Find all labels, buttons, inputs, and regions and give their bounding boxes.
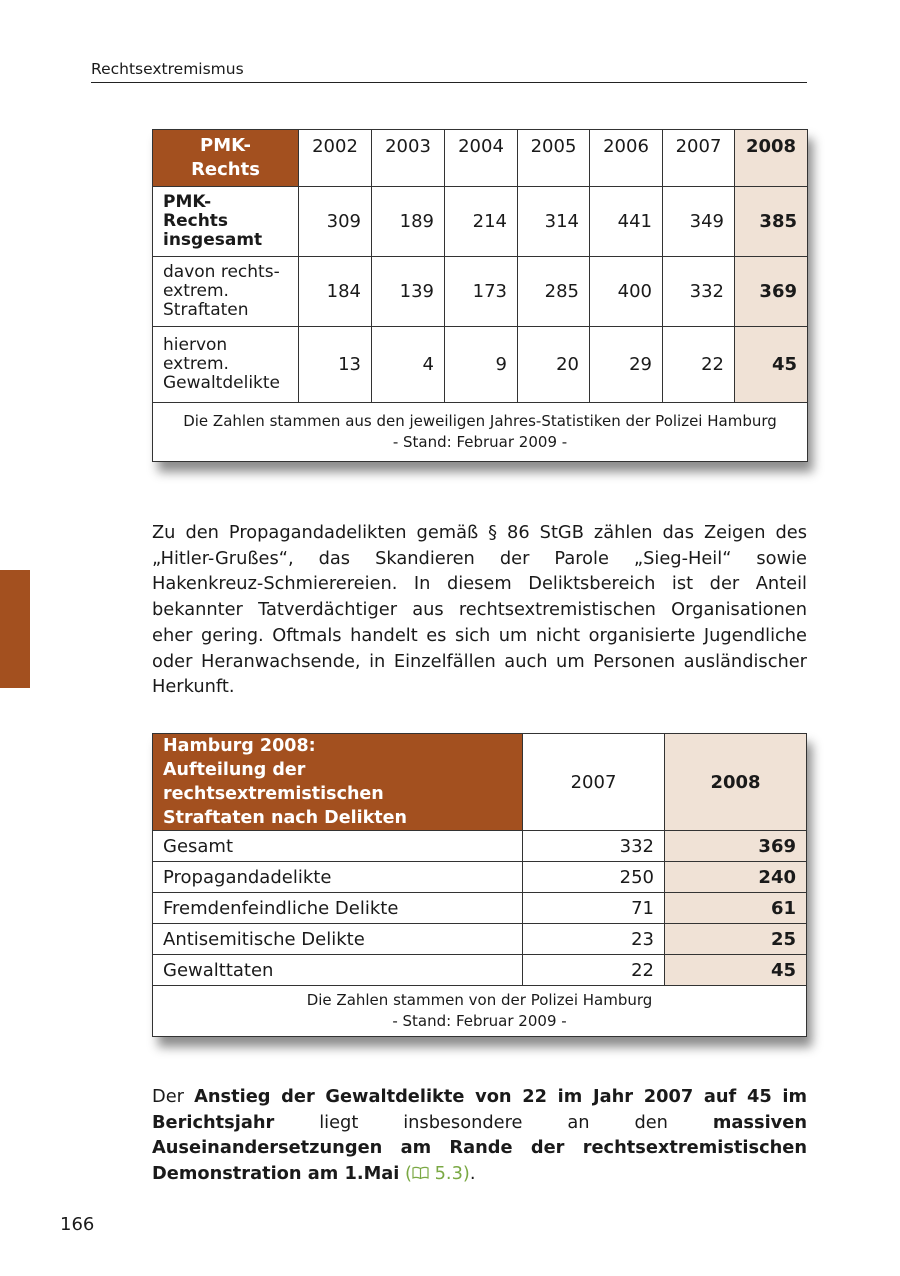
label-line: extrem. xyxy=(163,354,229,374)
row-label: Fremdenfeindliche Delikte xyxy=(153,893,523,924)
delikte-breakdown-table xyxy=(152,733,806,1037)
table-header-row xyxy=(153,130,808,187)
chapter-marker-tab xyxy=(0,570,30,688)
year-header: 2004 xyxy=(445,130,518,187)
bold-text-run: massiven Auseinandersetzungen am Rande der rechtsextremistischen Demonstration am 1.Mai xyxy=(152,1111,807,1185)
table-cell: 29 xyxy=(590,327,663,403)
row-label xyxy=(153,187,299,257)
row-label: Antisemitische Delikte xyxy=(153,924,523,955)
header-line: PMK- xyxy=(200,135,251,156)
pmk-rechts-table xyxy=(152,129,807,462)
table-cell: 441 xyxy=(590,187,663,257)
table-row xyxy=(153,955,807,986)
table-cell: 349 xyxy=(663,187,735,257)
source-note-row xyxy=(153,403,808,462)
table-cell: 184 xyxy=(299,257,372,327)
table-cell: 22 xyxy=(663,327,735,403)
column-header-2007: 2007 xyxy=(523,734,665,831)
table-cell: 13 xyxy=(299,327,372,403)
row-label: Gewalttaten xyxy=(153,955,523,986)
table-header-row xyxy=(153,734,807,831)
table-cell: 250 xyxy=(523,862,665,893)
body-paragraph-conclusion xyxy=(152,1084,807,1187)
table-cell-highlighted: 45 xyxy=(735,327,808,403)
table-cell-highlighted: 25 xyxy=(665,924,807,955)
table-cell-highlighted: 369 xyxy=(735,257,808,327)
label-line: Straftaten xyxy=(163,300,249,320)
table-cell: 309 xyxy=(299,187,372,257)
row-label xyxy=(153,327,299,403)
table-cell: 332 xyxy=(663,257,735,327)
table-row xyxy=(153,924,807,955)
page-number: 166 xyxy=(60,1214,95,1235)
table-cell: 20 xyxy=(518,327,590,403)
table-cell: 173 xyxy=(445,257,518,327)
book-icon xyxy=(412,1166,429,1180)
year-header: 2007 xyxy=(663,130,735,187)
label-line: davon rechts- xyxy=(163,262,280,282)
running-title: Rechtsextremismus xyxy=(91,60,807,83)
table-cell-highlighted: 45 xyxy=(665,955,807,986)
label-line: PMK- xyxy=(163,192,212,212)
table-cell-highlighted: 385 xyxy=(735,187,808,257)
reference-paren: ( xyxy=(399,1163,412,1185)
table-cell: 9 xyxy=(445,327,518,403)
source-note xyxy=(153,403,808,462)
label-line: Gewaltdelikte xyxy=(163,373,281,393)
text-run: . xyxy=(469,1163,476,1185)
text-run: liegt insbesondere an den xyxy=(274,1111,713,1133)
column-header-2008: 2008 xyxy=(665,734,807,831)
table-cell-highlighted: 369 xyxy=(665,831,807,862)
year-header: 2006 xyxy=(590,130,663,187)
year-header: 2005 xyxy=(518,130,590,187)
reference-number: 5.3) xyxy=(428,1163,470,1185)
table-cell: 139 xyxy=(372,257,445,327)
table-cell: 71 xyxy=(523,893,665,924)
table-cell: 4 xyxy=(372,327,445,403)
body-paragraph: Zu den Propagandadelikten gemäß § 86 StGB zählen das Zeigen des „Hitler-Grußes“, das Skandieren der Parole „Sieg-Heil“ sowie Hakenkreuz-Schmierereien. In diesem Deliktsbereich ist der Anteil bekannter Tatverdächtiger aus rechtsextremistischen Organisationen eher gering. Oftmals handelt es sich um nicht organisierte Jugendliche oder Heranwachsende, in Einzelfällen auch um Personen ausländischer Herkunft. xyxy=(152,522,807,698)
table-cell: 285 xyxy=(518,257,590,327)
row-label xyxy=(153,257,299,327)
year-header: 2002 xyxy=(299,130,372,187)
year-header-highlighted: 2008 xyxy=(735,130,808,187)
label-line: Rechts xyxy=(163,211,229,231)
table-cell: 189 xyxy=(372,187,445,257)
row-label: Gesamt xyxy=(153,831,523,862)
header-line: Rechts xyxy=(191,159,260,180)
header-line: Hamburg 2008: xyxy=(163,736,316,756)
table-cell-highlighted: 61 xyxy=(665,893,807,924)
note-line: - Stand: Februar 2009 - xyxy=(392,433,568,451)
label-line: hiervon xyxy=(163,335,228,355)
table-cell-highlighted: 240 xyxy=(665,862,807,893)
table-row xyxy=(153,831,807,862)
table-title xyxy=(153,734,523,831)
table-cell: 400 xyxy=(590,257,663,327)
source-note xyxy=(153,986,807,1037)
table-row xyxy=(153,257,808,327)
header-line: Aufteilung der rechtsextremistischen xyxy=(163,760,384,804)
table-cell: 214 xyxy=(445,187,518,257)
label-line: extrem. xyxy=(163,281,229,301)
cross-reference-link[interactable] xyxy=(399,1163,469,1184)
table-row xyxy=(153,187,808,257)
label-line: insgesamt xyxy=(163,230,263,250)
table-row xyxy=(153,862,807,893)
table-cell: 22 xyxy=(523,955,665,986)
source-note-row xyxy=(153,986,807,1037)
table-cell: 23 xyxy=(523,924,665,955)
header-line: Straftaten nach Delikten xyxy=(163,808,407,828)
row-header-title xyxy=(153,130,299,187)
table-row xyxy=(153,893,807,924)
note-line: - Stand: Februar 2009 - xyxy=(392,1012,567,1030)
text-run: Der xyxy=(152,1086,195,1107)
year-header: 2003 xyxy=(372,130,445,187)
bold-text-run: Anstieg der Gewaltdelikte von 22 im Jahr 2007 auf 45 im Berichtsjahr xyxy=(152,1086,807,1133)
note-line: Die Zahlen stammen aus den jeweiligen Jahres-Statistiken der Polizei Hamburg xyxy=(183,412,777,430)
row-label: Propagandadelikte xyxy=(153,862,523,893)
table-row xyxy=(153,327,808,403)
table-cell: 332 xyxy=(523,831,665,862)
table-cell: 314 xyxy=(518,187,590,257)
note-line: Die Zahlen stammen von der Polizei Hamburg xyxy=(306,991,653,1009)
